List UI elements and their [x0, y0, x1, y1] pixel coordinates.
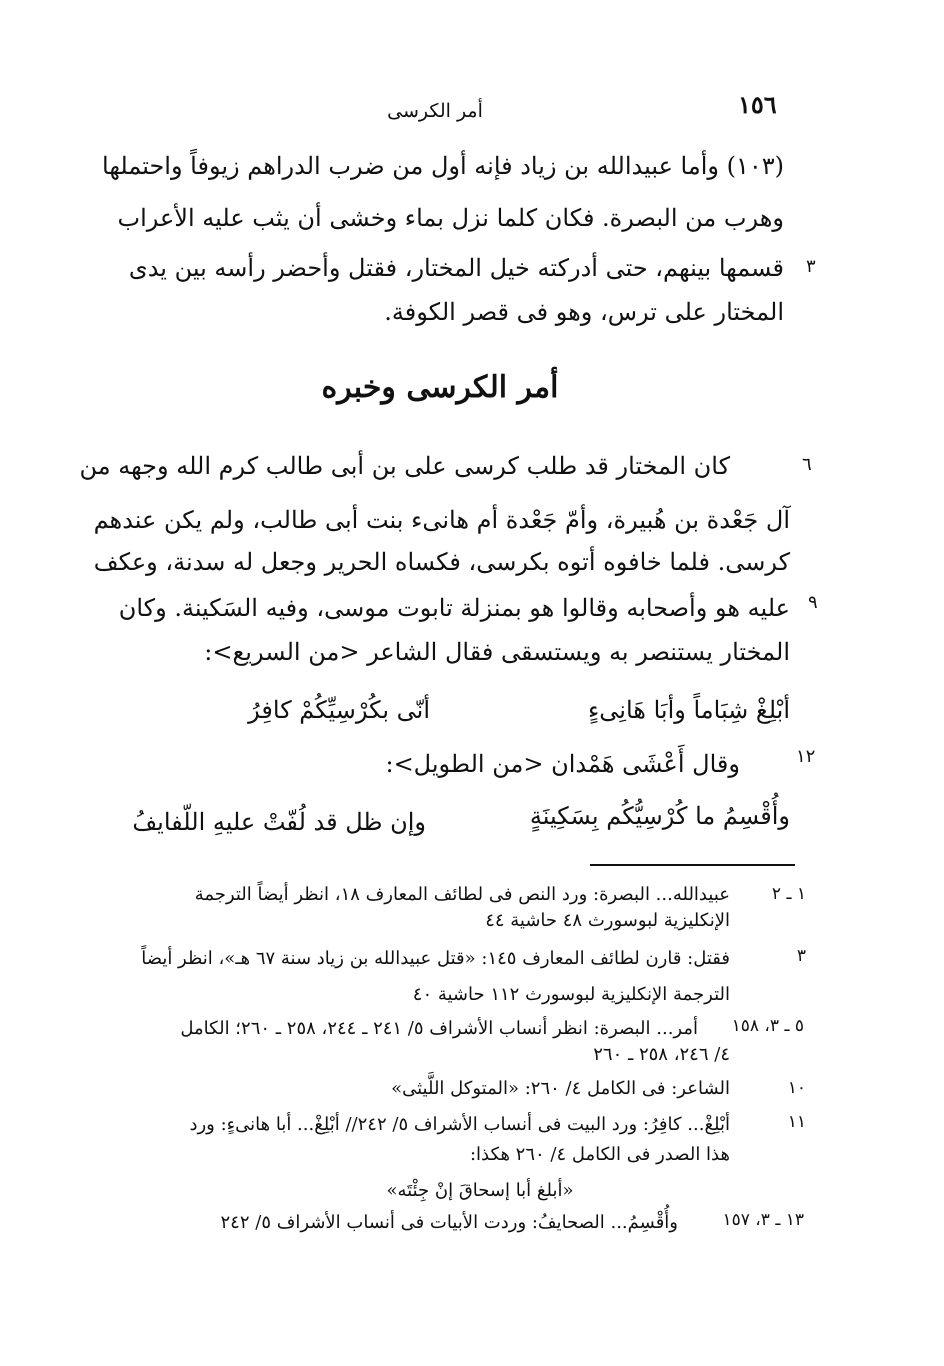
verse-first-hemistich: وأُقْسِمُ ما كُرْسِيُّكُم بِسَكِينَةٍ — [529, 802, 790, 830]
paragraph-line: عليه هو وأصحابه وقالوا هو بمنزلة تابوت موسى، وفيه السَكينة. وكان — [118, 594, 790, 622]
footnote-line: أبْلِغْ... كافِرُ: ورد البيت فى أنساب الأشراف ٥/ ٢٤٢// أبْلِغْ... أبا هانىءٍ: ورد — [189, 1114, 730, 1135]
footnote-line: الترجمة الإنكليزية لبوسورث ١١٢ حاشية ٤٠ — [412, 984, 730, 1005]
running-head: أمر الكرسى — [387, 100, 483, 122]
footnote-line: الإنكليزية لبوسورث ٤٨ حاشية ٤٤ — [485, 910, 730, 931]
verse-first-hemistich: أبْلِغْ شِبَاماً وأبَا هَانِىءٍ — [588, 696, 790, 724]
line-number: ٦ — [802, 454, 812, 475]
footnote-number: ١٣ ـ ٣، ١٥٧ — [722, 1210, 804, 1230]
footnote-line: عبيدالله... البصرة: ورد النص فى لطائف المعارف ١٨، انظر أيضاً الترجمة — [194, 884, 730, 905]
verse-second-hemistich: وإن ظل قد لُفّتْ عليهِ اللّفايفُ — [132, 808, 426, 836]
footnote-line: هذا الصدر فى الكامل ٤/ ٢٦٠ هكذا: — [469, 1144, 730, 1165]
footnote-line: ٤/ ٢٤٦، ٢٥٨ ـ ٢٦٠ — [593, 1044, 730, 1065]
footnote-line: أمر... البصرة: انظر أنساب الأشراف ٥/ ٢٤١ ـ ٢٤٤، ٢٥٨ ـ ٢٦٠؛ الكامل — [180, 1018, 698, 1039]
paragraph-line: وهرب من البصرة. فكان كلما نزل بماء وخشى أن يثب عليه الأعراب — [117, 204, 784, 232]
footnote-quote: «أبلغ أبا إسحاقَ إنْ جِئْتَه» — [386, 1180, 574, 1201]
footnote-rule — [590, 864, 795, 866]
footnote-line: الشاعر: فى الكامل ٤/ ٢٦٠: «المتوكل اللَّيثى» — [391, 1078, 730, 1099]
paragraph-line: المختار يستنصر به ويستسقى فقال الشاعر <من السريع>: — [204, 638, 790, 666]
footnote-number: ١٠ — [787, 1078, 806, 1098]
paragraph-line: كان المختار قد طلب كرسى على بن أبى طالب كرم الله وجهه من — [79, 452, 730, 480]
footnote-number: ٣ — [796, 946, 806, 966]
footnote-number: ٥ ـ ٣، ١٥٨ — [731, 1016, 804, 1036]
paragraph-line: كرسى. فلما خافوه أتوه بكرسى، فكساه الحرير وجعل له سدنة، وعكف — [93, 548, 790, 576]
footnote-number: ١١ — [787, 1112, 806, 1132]
footnote-line: وأُقْسِمُ... الصحايفُ: وردت الأبيات فى أنساب الأشراف ٥/ ٢٤٢ — [220, 1212, 678, 1233]
footnote-number: ١ ـ ٢ — [771, 884, 806, 904]
line-number: ٣ — [806, 256, 816, 277]
footnote-line: فقتل: قارن لطائف المعارف ١٤٥: «قتل عبيدالله بن زياد سنة ٦٧ هـ»، انظر أيضاً — [141, 948, 730, 969]
line-number: ٩ — [808, 592, 818, 613]
verse-intro: وقال أَعْشَى هَمْدان <من الطويل>: — [385, 750, 740, 778]
page-number: ١٥٦ — [738, 90, 777, 119]
paragraph-line: (١٠٣) وأما عبيدالله بن زياد فإنه أول من ضرب الدراهم زيوفاً واحتملها — [102, 152, 784, 180]
paragraph-line: قسمها بينهم، حتى أدركته خيل المختار، فقتل وأحضر رأسه بين يدى — [128, 254, 784, 282]
line-number: ١٢ — [796, 746, 816, 767]
verse-second-hemistich: أنّى بكُرْسِيِّكُمْ كافِرُ — [248, 696, 430, 724]
section-heading: أمر الكرسى وخبره — [321, 370, 559, 405]
paragraph-line: المختار على ترس، وهو فى قصر الكوفة. — [384, 298, 784, 326]
paragraph-line: آل جَعْدة بن هُبيرة، وأمّ جَعْدة أم هانىء بنت أبى طالب، ولم يكن عندهم — [93, 506, 790, 534]
